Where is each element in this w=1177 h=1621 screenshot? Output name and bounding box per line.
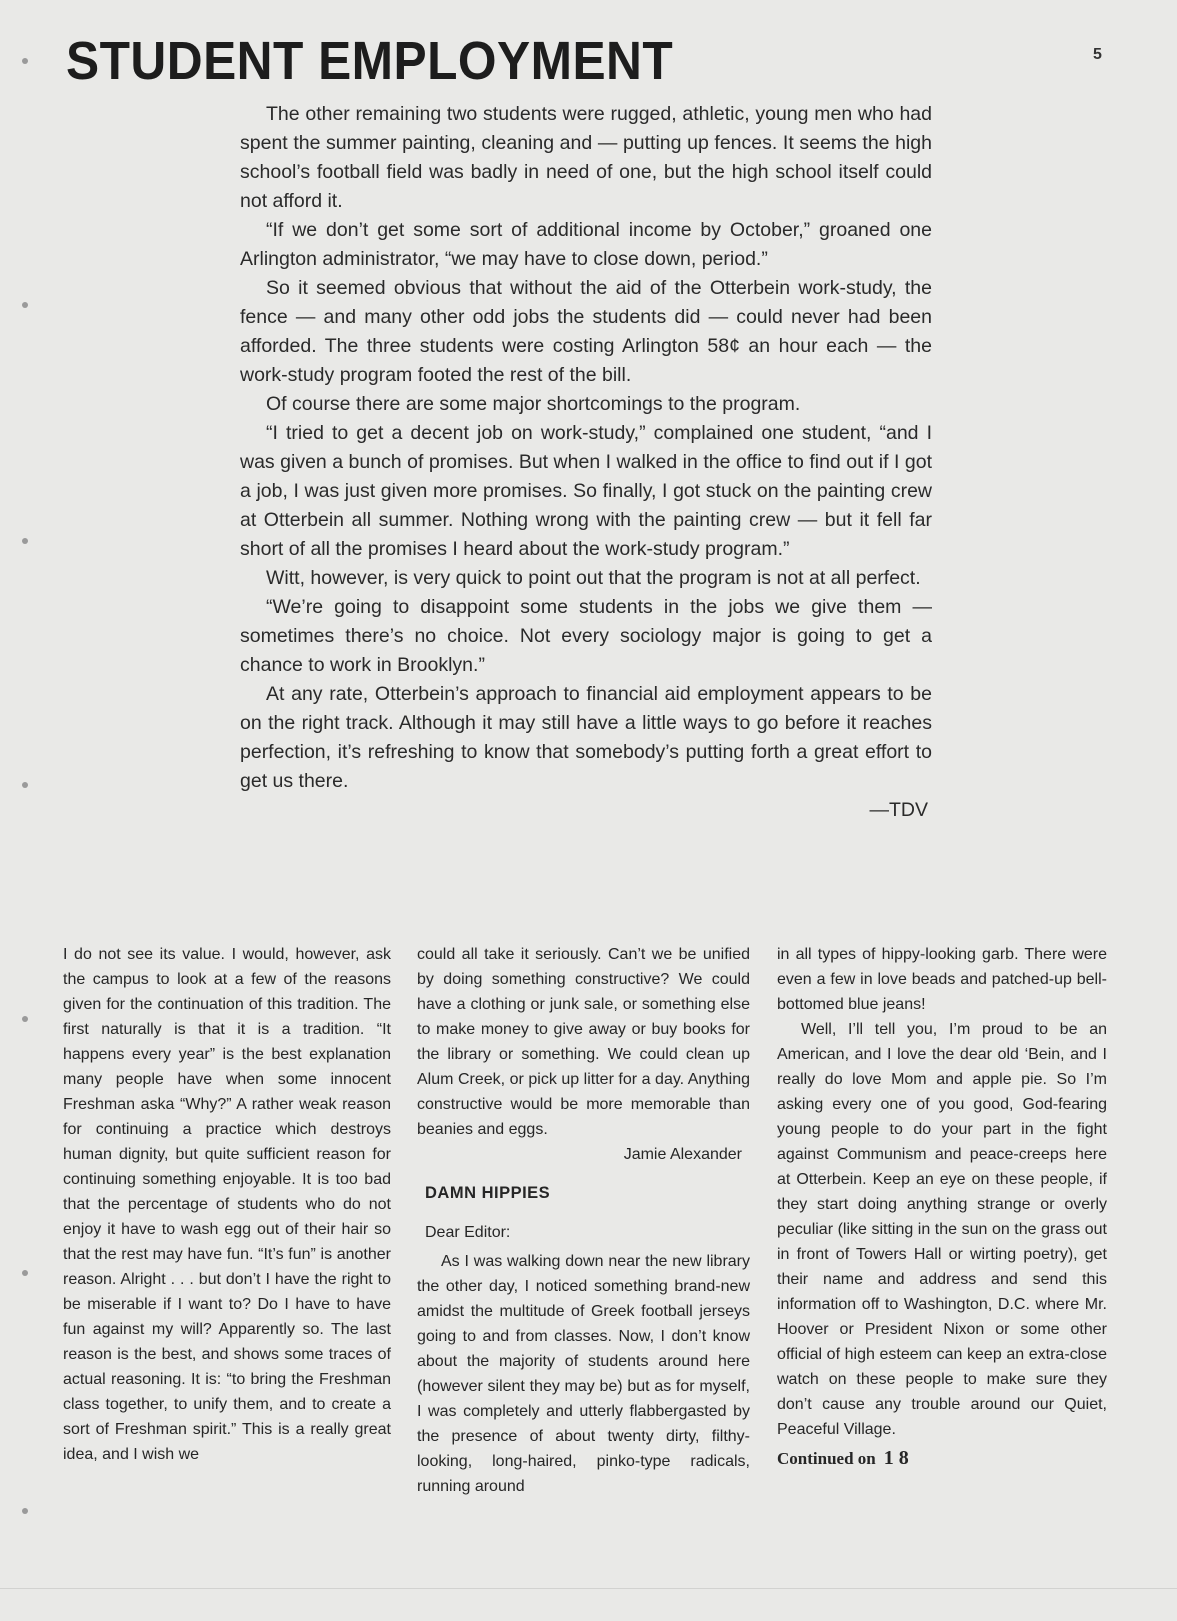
margin-speck (22, 302, 28, 308)
article-signature: —TDV (869, 799, 928, 821)
margin-speck (22, 1508, 28, 1514)
letters-column-3 (777, 942, 1107, 1471)
letter-salutation: Dear Editor: (425, 1224, 511, 1241)
article-paragraph: So it seemed obvious that without the aid of the Otterbein work-study, the fence — and many other odd jobs the students did — could never had been afforded. The three students were costing Arlington 58¢ an hour each — the work-study program footed the rest of the bill. (240, 277, 932, 386)
letter-heading: DAMN HIPPIES (425, 1184, 551, 1202)
page-title: STUDENT EMPLOYMENT (66, 31, 674, 91)
article-paragraph: Of course there are some major shortcomings to the program. (266, 393, 801, 415)
margin-speck (22, 1016, 28, 1022)
article-paragraph: “I tried to get a decent job on work-study,” complained one student, “and I was given a bunch of promises. But when I walked in the office to find out if I got a job, I was just given more promises. So finally, I got stuck on the painting crew at Otterbein all summer. Nothing wrong with the painting crew — but it fell far short of all the promises I heard about the work-study program.” (240, 422, 932, 560)
margin-speck (22, 58, 28, 64)
main-article (240, 100, 932, 825)
page-number: 5 (1093, 46, 1102, 63)
continued-page: 1 8 (883, 1447, 909, 1469)
letter-text: As I was walking down near the new library the other day, I noticed something brand-new amidst the multitude of Greek football jerseys going to and from classes. Now, I don’t know about the majority of students around here (however silent they may be) but as for myself, I was completely and utterly flabbergasted by the presence of about twenty dirty, filthy-looking, long-haired, pinko-type radicals, running around (417, 1253, 750, 1495)
margin-speck (22, 1270, 28, 1276)
page-bottom-rule (0, 1588, 1177, 1589)
letter-text: in all types of hippy-looking garb. There were even a few in love beads and patched-up bell-bottomed blue jeans! (777, 946, 1107, 1013)
article-paragraph: The other remaining two students were rugged, athletic, young men who had spent the summer painting, cleaning and — putting up fences. It seems the high school’s football field was badly in need of one, but the high school itself could not afford it. (240, 103, 932, 212)
letters-column-2 (417, 942, 750, 1499)
continued-label: Continued on (777, 1449, 876, 1468)
margin-speck (22, 538, 28, 544)
continued-note (777, 1446, 1107, 1471)
margin-speck (22, 782, 28, 788)
letters-column-1 (63, 942, 391, 1467)
letter-text: I do not see its value. I would, however, ask the campus to look at a few of the reasons given for the continuation of this tradition. The first naturally is that it is a tradition. “It happens every year” is the best explanation many people have when some innocent Freshman aska “Why?” A rather weak reason for continuing a practice which destroys human dignity, but quite sufficient reason for continuing something enjoyable. It is too bad that the percentage of students who do not enjoy it have to wash egg out of their hair so that the rest may have fun. “It’s fun” is another reason. Alright . . . but don’t I have the right to be miserable if I want to? Do I have to have fun against my will? Apparently so. The last reason is the best, and shows some traces of actual reasoning. It is: “to bring the Freshman class together, to unify them, and to create a sort of Freshman spirit.” This is a really great idea, and I wish we (63, 946, 391, 1463)
letter-text: could all take it seriously. Can’t we be unified by doing something constructive? We could have a clothing or junk sale, or something else to make money to give away or buy books for the library or something. We could clean up Alum Creek, or pick up litter for a day. Anything constructive would be more memorable than beanies and eggs. (417, 946, 750, 1138)
article-paragraph: Witt, however, is very quick to point out that the program is not at all perfect. (266, 567, 921, 589)
letter-text: Well, I’ll tell you, I’m proud to be an American, and I love the dear old ‘Bein, and I really do love Mom and apple pie. So I’m asking every one of you good, God-fearing young people to do your part in the fight against Communism and peace-creeps here at Otterbein. Keep an eye on these people, if they start doing anything strange or overly peculiar (like sitting in the sun on the grass out in front of Towers Hall or wirting poetry), get their name and address and send this information off to Washington, D.C. where Mr. Hoover or President Nixon or some other official of high esteem can keep an extra-close watch on these people to make sure they don’t cause any trouble around our Quiet, Peaceful Village. (777, 1021, 1107, 1438)
article-paragraph: “We’re going to disappoint some students in the jobs we give them — sometimes there’s no choice. Not every sociology major is going to get a chance to work in Brooklyn.” (240, 596, 932, 676)
article-paragraph: At any rate, Otterbein’s approach to financial aid employment appears to be on the right track. Although it may still have a little ways to go before it reaches perfection, it’s refreshing to know that somebody’s putting forth a great effort to get us there. (240, 683, 932, 792)
letter-signature: Jamie Alexander (623, 1146, 742, 1163)
article-paragraph: “If we don’t get some sort of additional income by October,” groaned one Arlington administrator, “we may have to close down, period.” (240, 219, 932, 270)
